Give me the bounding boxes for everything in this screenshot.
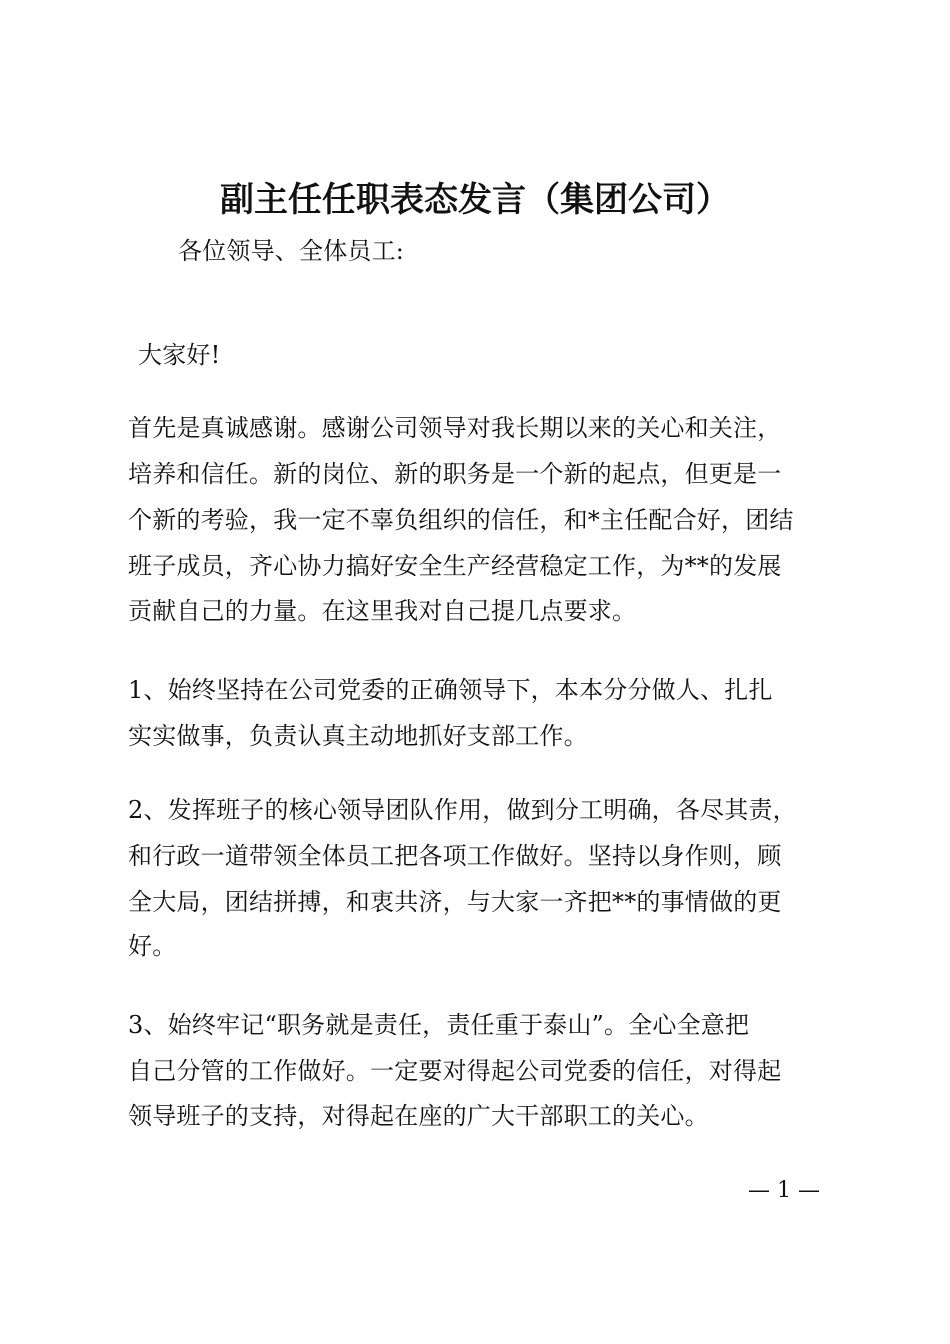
text-line: 好。 <box>128 932 177 960</box>
text-line: 首先是真诚感谢。感谢公司领导对我长期以来的关心和关注， <box>128 414 782 442</box>
page-number: — 1 — <box>748 1178 820 1203</box>
text-line: 培养和信任。新的岗位、新的职务是一个新的起点，但更是一 <box>128 460 782 488</box>
greeting: 大家好! <box>138 341 221 369</box>
text-line: 3、始终牢记“职务就是责任，责任重于泰山”。全心全意把 <box>128 1011 750 1039</box>
document-title: 副主任任职表态发言（集团公司） <box>220 180 730 220</box>
text-line: 贡献自己的力量。在这里我对自己提几点要求。 <box>128 597 637 625</box>
text-line: 领导班子的支持，对得起在座的广大干部职工的关心。 <box>128 1102 709 1130</box>
text-line: 自己分管的工作做好。一定要对得起公司党委的信任，对得起 <box>128 1057 782 1085</box>
text-line: 实实做事，负责认真主动地抓好支部工作。 <box>128 722 588 750</box>
text-line: 个新的考验，我一定不辜负组织的信任，和*主任配合好，团结 <box>128 506 794 534</box>
text-line: 全大局，团结拼搏，和衷共济，与大家一齐把**的事情做的更 <box>128 888 782 916</box>
text-line: 1、始终坚持在公司党委的正确领导下，本本分分做人、扎扎 <box>128 676 773 704</box>
text-line: 和行政一道带领全体员工把各项工作做好。坚持以身作则，顾 <box>128 842 782 870</box>
salutation: 各位领导、全体员工: <box>178 237 405 265</box>
text-line: 2、发挥班子的核心领导团队作用，做到分工明确，各尽其责， <box>128 796 797 824</box>
text-line: 班子成员，齐心协力搞好安全生产经营稳定工作，为**的发展 <box>128 552 782 580</box>
